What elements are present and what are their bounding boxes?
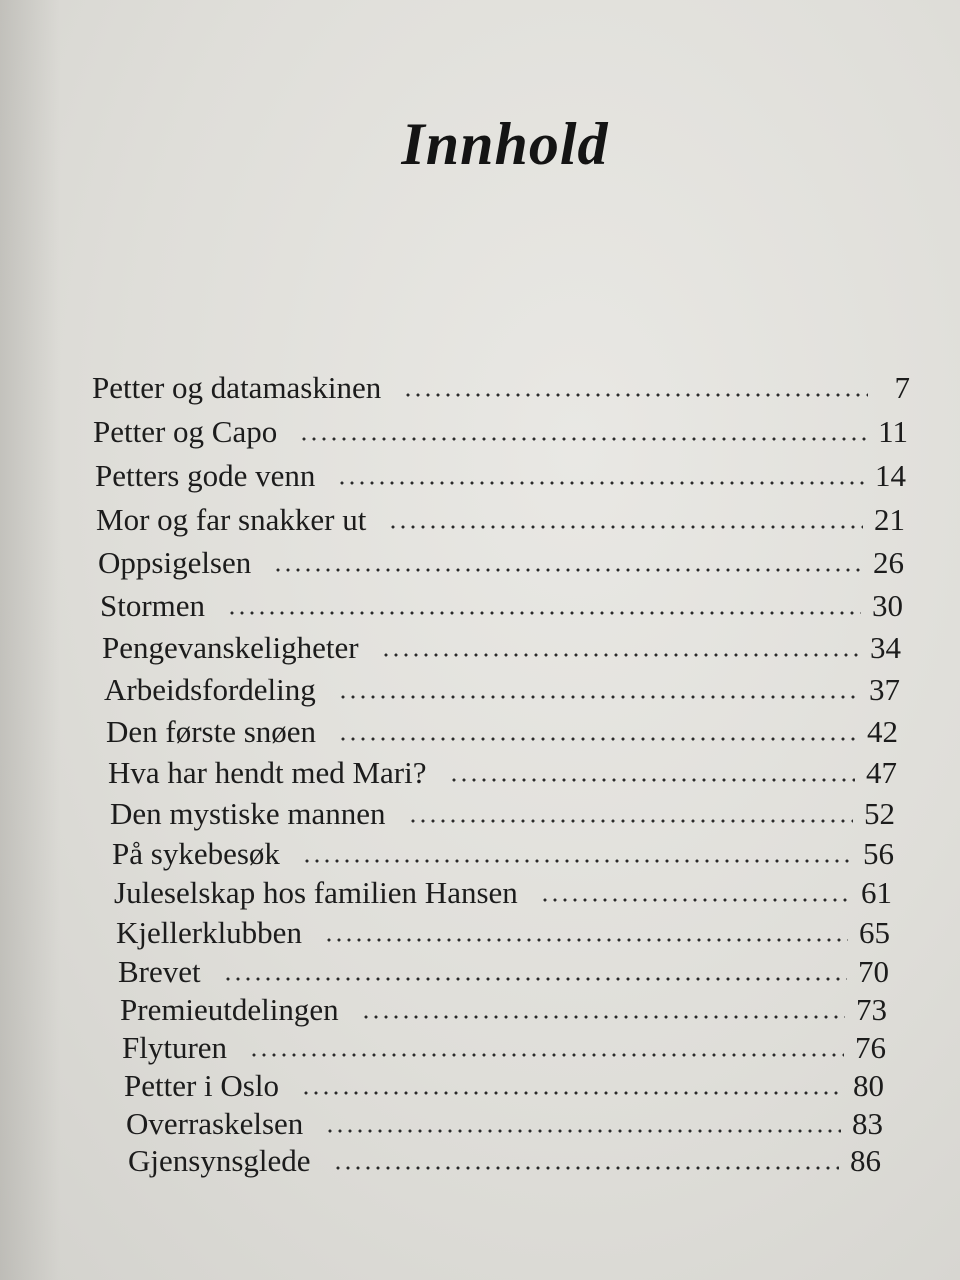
toc-entry xyxy=(116,917,890,948)
toc-entry xyxy=(95,460,906,491)
toc-entry-page: 7 xyxy=(894,370,910,405)
toc-entry xyxy=(112,838,894,869)
toc-entry-title: Petter og Capo xyxy=(93,414,278,449)
toc-entry xyxy=(128,1145,881,1176)
dot-leader xyxy=(408,819,853,823)
toc-entry-title: Mor og far snakker ut xyxy=(96,502,367,537)
dot-leader xyxy=(223,977,847,981)
toc-entry xyxy=(108,757,897,788)
dot-leader xyxy=(325,1129,841,1133)
dot-leader xyxy=(449,778,856,782)
toc-entry xyxy=(98,547,904,578)
toc-entry-page: 34 xyxy=(870,630,901,665)
toc-entry-page: 21 xyxy=(874,502,905,537)
toc-entry-page: 52 xyxy=(864,796,895,831)
toc-entry-title: Den første snøen xyxy=(106,714,317,749)
dot-leader xyxy=(361,1015,845,1019)
dot-leader xyxy=(302,859,852,863)
toc-entry-page: 42 xyxy=(867,714,898,749)
toc-entry-page: 70 xyxy=(858,954,889,989)
toc-entry-page: 73 xyxy=(856,992,887,1027)
dot-leader xyxy=(338,695,858,699)
toc-entry-title: Gjensynsglede xyxy=(128,1143,311,1178)
dot-leader xyxy=(388,525,863,529)
toc-entry-page: 83 xyxy=(852,1106,883,1141)
dot-leader xyxy=(324,938,848,942)
dot-leader xyxy=(301,1091,842,1095)
dot-leader xyxy=(338,737,856,741)
toc-entry xyxy=(93,416,908,447)
dot-leader xyxy=(403,393,868,397)
toc-entry-title: Arbeidsfordeling xyxy=(104,672,316,707)
toc-entry-title: Brevet xyxy=(118,954,201,989)
toc-entry-page: 86 xyxy=(850,1143,881,1178)
toc-entry xyxy=(122,1032,886,1063)
toc-entry-page: 80 xyxy=(853,1068,884,1103)
toc-entry xyxy=(96,504,905,535)
toc-entry-page: 65 xyxy=(859,915,890,950)
toc-entry-title: Petter og datamaskinen xyxy=(92,370,382,405)
toc-entry-title: På sykebesøk xyxy=(112,836,280,871)
toc-entry xyxy=(92,372,910,403)
toc-entry xyxy=(102,632,901,663)
toc-entry-title: Petter i Oslo xyxy=(124,1068,279,1103)
dot-leader xyxy=(249,1053,844,1057)
toc-entry-page: 37 xyxy=(869,672,900,707)
toc-entry-page: 14 xyxy=(875,458,906,493)
toc-entry xyxy=(100,590,903,621)
dot-leader xyxy=(337,481,864,485)
toc-entry-title: Premieutdelingen xyxy=(120,992,339,1027)
toc-entry-page: 76 xyxy=(855,1030,886,1065)
dot-leader xyxy=(273,568,862,572)
toc-entry-page: 56 xyxy=(863,836,894,871)
toc-entry-page: 47 xyxy=(866,755,897,790)
dot-leader xyxy=(333,1166,839,1170)
toc-entry-page: 26 xyxy=(873,545,904,580)
toc-entry xyxy=(110,798,895,829)
toc-entry-title: Flyturen xyxy=(122,1030,228,1065)
dot-leader xyxy=(381,653,859,657)
toc-entry-title: Kjellerklubben xyxy=(116,915,302,950)
toc-entry xyxy=(104,674,900,705)
page-title: Innhold xyxy=(401,111,609,178)
toc-entry-title: Hva har hendt med Mari? xyxy=(108,755,427,790)
toc-entry-title: Oppsigelsen xyxy=(98,545,252,580)
toc-entry xyxy=(106,716,898,747)
toc-entry xyxy=(120,994,887,1025)
toc-entry-title: Den mystiske mannen xyxy=(110,796,386,831)
toc-entry-title: Stormen xyxy=(100,588,206,623)
toc-entry xyxy=(118,956,889,987)
toc-entry xyxy=(114,877,892,908)
toc-entry-page: 61 xyxy=(861,875,892,910)
toc-entry-page: 11 xyxy=(878,414,908,449)
toc-entry-title: Petters gode venn xyxy=(95,458,316,493)
toc-entry-title: Overraskelsen xyxy=(126,1106,304,1141)
dot-leader xyxy=(299,437,866,441)
toc-entry-page: 30 xyxy=(872,588,903,623)
dot-leader xyxy=(227,611,861,615)
toc-entry-title: Juleselskap hos familien Hansen xyxy=(114,875,518,910)
toc-entry xyxy=(126,1108,883,1139)
toc-entry-title: Pengevanskeligheter xyxy=(102,630,359,665)
toc-entry xyxy=(124,1070,884,1101)
dot-leader xyxy=(540,898,850,902)
